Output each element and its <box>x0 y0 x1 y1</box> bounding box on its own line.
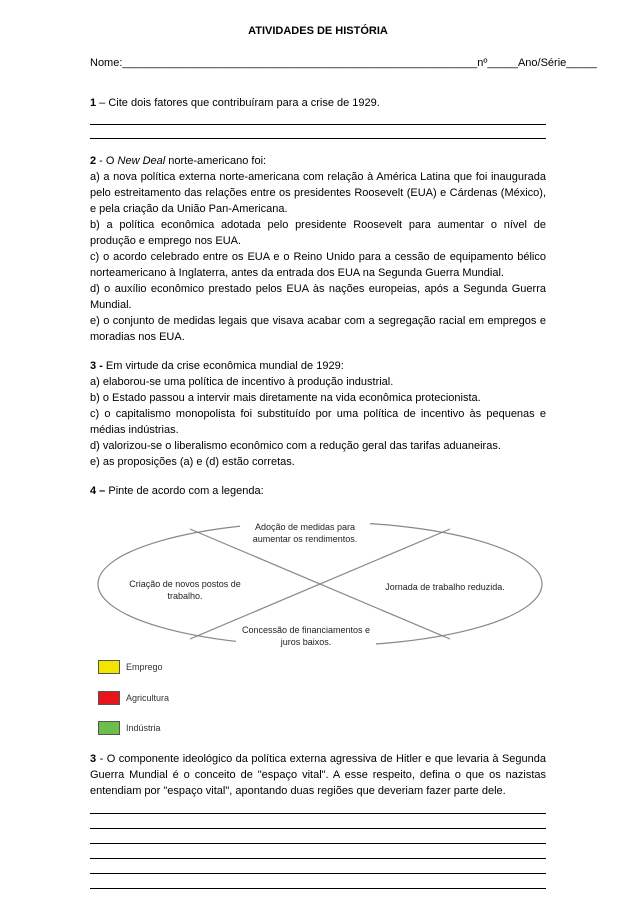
option-c: c) o capitalismo monopolista foi substituído por uma política de incentivo às pequenas e médias indústrias. <box>90 408 546 436</box>
question-3b <box>90 751 546 889</box>
option-a: a) elaborou-se uma política de incentivo à produção industrial. <box>90 376 394 388</box>
section-top-label: Adoção de medidas para aumentar os rendimentos. <box>240 521 370 545</box>
answer-line[interactable] <box>90 844 546 859</box>
page-title: ATIVIDADES DE HISTÓRIA <box>248 25 388 37</box>
question-1 <box>90 95 546 139</box>
legend-industria <box>98 720 161 736</box>
swatch-red <box>98 691 120 705</box>
student-header <box>90 57 597 69</box>
nome-field[interactable]: __________________________________________________________ <box>122 57 478 69</box>
question-number: 2 <box>90 155 97 167</box>
question-intro: - O <box>96 155 118 167</box>
answer-line[interactable] <box>90 874 546 889</box>
nome-label: Nome: <box>90 57 123 69</box>
option-c: c) o acordo celebrado entre os EUA e o Reino Unido para a cessão de equipamento bélico norteamericano à Inglaterra, antes da entrada dos EUA na Segunda Guerra Mundial. <box>90 251 546 279</box>
answer-line[interactable] <box>90 829 546 844</box>
question-number: 1 <box>90 97 97 109</box>
option-b: b) a política econômica adotada pelo presidente Roosevelt para aumentar o nível de produção e emprego nos EUA. <box>90 219 546 247</box>
question-4 <box>90 483 546 747</box>
answer-lines <box>90 111 546 139</box>
question-number: 3 - <box>90 360 103 372</box>
numero-field[interactable]: _____ <box>487 57 518 69</box>
legend-label: Indústria <box>126 723 161 733</box>
question-3a <box>90 358 546 470</box>
question-text: Pinte de acordo com a legenda: <box>105 485 264 497</box>
ano-serie-field[interactable]: _____ <box>566 57 597 69</box>
answer-line[interactable] <box>90 111 546 125</box>
option-d: d) o auxílio econômico prestado pelos EUA às nações europeias, após a Segunda Guerra Mundial. <box>90 283 546 311</box>
question-text: - O componente ideológico da política externa agressiva de Hitler e que levaria à Segunda Guerra Mundial é o conceito de "espaço vital". A esse respeito, defina o que os nazistas entendiam por "espaço vital", apontando duas regiões que deveriam fazer parte dele. <box>90 753 546 797</box>
question-number: 3 <box>90 753 97 765</box>
numero-label: nº <box>477 57 488 69</box>
question-2 <box>90 153 546 345</box>
section-left-label: Criação de novos postos de trabalho. <box>120 578 250 602</box>
section-bottom-label: Concessão de financiamentos e juros baixos. <box>236 624 376 648</box>
coloring-diagram <box>90 507 546 747</box>
swatch-green <box>98 721 120 735</box>
section-right-label: Jornada de trabalho reduzida. <box>370 581 520 593</box>
worksheet-page <box>90 25 597 889</box>
ano-serie-label: Ano/Série <box>517 57 567 69</box>
question-text: – Cite dois fatores que contribuíram para a crise de 1929. <box>96 97 380 109</box>
legend-emprego <box>98 659 163 675</box>
question-intro-end: norte-americano foi: <box>165 155 267 167</box>
answer-line[interactable] <box>90 799 546 814</box>
legend-label: Emprego <box>126 662 163 672</box>
answer-lines <box>90 799 546 889</box>
swatch-yellow <box>98 660 120 674</box>
legend-label: Agricultura <box>126 693 170 703</box>
new-deal-term: New Deal <box>117 155 166 167</box>
question-number: 4 – <box>90 485 106 497</box>
option-d: d) valorizou-se o liberalismo econômico com a redução geral das tarifas aduaneiras. <box>90 440 501 452</box>
option-e: e) as proposições (a) e (d) estão corretas. <box>90 456 295 468</box>
option-a: a) a nova política externa norte-americana com relação à América Latina que foi inaugurada pelo estreitamento das relações entre os presidentes Roosevelt (EUA) e Cárdenas (México), e pela criação da União Pan-Americana. <box>90 171 546 215</box>
answer-line[interactable] <box>90 814 546 829</box>
option-b: b) o Estado passou a intervir mais diretamente na vida econômica protecionista. <box>90 392 481 404</box>
option-e: e) o conjunto de medidas legais que visava acabar com a segregação racial em empregos e moradias nos EUA. <box>90 315 546 343</box>
legend-agricultura <box>98 690 169 706</box>
answer-line[interactable] <box>90 125 546 139</box>
question-intro: Em virtude da crise econômica mundial de 1929: <box>102 360 344 372</box>
answer-line[interactable] <box>90 859 546 874</box>
